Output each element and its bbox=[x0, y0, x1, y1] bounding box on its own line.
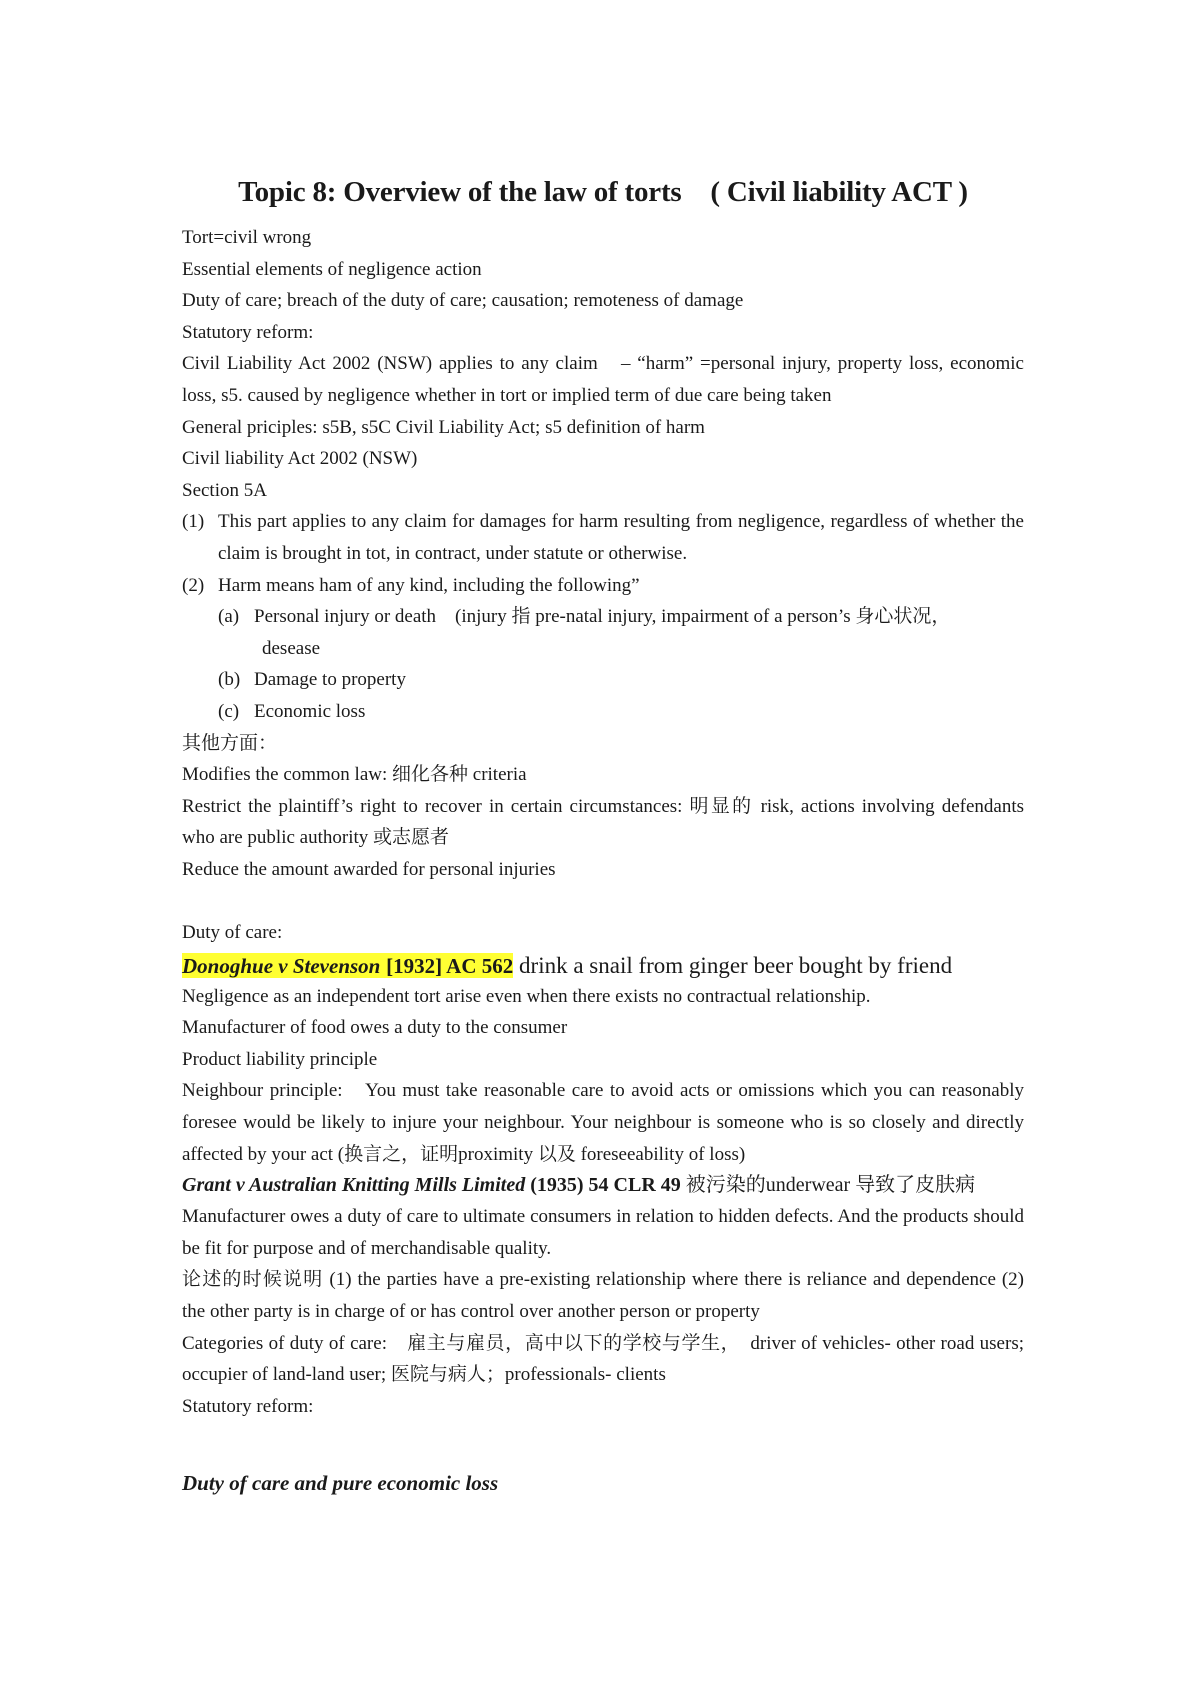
donoghue-point: Product liability principle bbox=[182, 1048, 378, 1070]
list-item bbox=[182, 506, 1024, 569]
pure-economic-loss-heading: Duty of care and pure economic loss bbox=[182, 1470, 499, 1495]
neighbour-principle-paragraph: Neighbour principle: You must take reasonable care to avoid acts or omissions which you can reasonably foresee would be likely to injure your neighbour. Your neighbour is someone who is so closely and directly affected by your act (换言之，证明proximity 以及 foreseeability of loss) bbox=[182, 1080, 1024, 1165]
sub-list-continuation: desease bbox=[262, 637, 321, 659]
sub-list-number: (a) bbox=[218, 606, 240, 628]
list-number: (1) bbox=[182, 511, 205, 533]
intro-line-4: Statutory reform: bbox=[182, 321, 314, 343]
case-name: Donoghue v Stevenson bbox=[182, 953, 381, 978]
grant-paragraph: Manufacturer owes a duty of care to ultimate consumers in relation to hidden defects. And the products should be fit for purpose and of merchandisable quality. bbox=[182, 1206, 1024, 1259]
list-item bbox=[182, 570, 1024, 602]
intro-line-1: Tort=civil wrong bbox=[182, 227, 312, 248]
case-citation: [1932] AC 562 bbox=[386, 953, 514, 978]
case-description-en: underwear bbox=[765, 1174, 851, 1197]
sub-list-number: (c) bbox=[218, 700, 240, 722]
duty-of-care-heading: Duty of care: bbox=[182, 922, 283, 944]
list-text: Harm means ham of any kind, including the following” bbox=[218, 574, 640, 596]
sub-list-number: (b) bbox=[218, 669, 241, 691]
reduce-line: Reduce the amount awarded for personal injuries bbox=[182, 858, 556, 880]
blank-line bbox=[182, 885, 1024, 917]
sub-list-item bbox=[218, 664, 1024, 696]
argue-paragraph: 论述的时候说明 (1) the parties have a pre-existing relationship where there is reliance and dependence (2) the other party is in charge of or has control over another person or property bbox=[182, 1269, 1024, 1322]
categories-paragraph: Categories of duty of care: 雇主与雇员，高中以下的学校与学生， driver of vehicles- other road users; occupier of land-land user; 医院与病人；professionals- clients bbox=[182, 1332, 1024, 1386]
case-description: drink a snail from ginger beer bought by friend bbox=[513, 952, 953, 978]
case-name: Grant v Australian Knitting Mills Limited bbox=[182, 1174, 526, 1197]
restrict-paragraph: Restrict the plaintiff’s right to recover in certain circumstances: 明显的 risk, actions involving defendants who are public authority 或志愿者 bbox=[182, 795, 1024, 849]
donoghue-point: Manufacturer of food owes a duty to the consumer bbox=[182, 1017, 568, 1039]
blank-line bbox=[182, 1422, 1024, 1454]
sub-list-text: Personal injury or death (injury 指 pre-natal injury, impairment of a person’s 身心状况， bbox=[254, 606, 951, 628]
sub-list-item bbox=[218, 601, 1024, 633]
sub-list-item bbox=[218, 696, 1024, 728]
section-line: Section 5A bbox=[182, 479, 267, 501]
civil-act-title-line: Civil liability Act 2002 (NSW) bbox=[182, 448, 418, 470]
other-aspects-heading: 其他方面： bbox=[182, 732, 278, 754]
intro-line-2: Essential elements of negligence action bbox=[182, 258, 482, 280]
case-citation: (1935) 54 CLR 49 bbox=[525, 1174, 686, 1197]
civil-act-paragraph: Civil Liability Act 2002 (NSW) applies to any claim – “harm” =personal injury, property loss, economic loss, s5. caused by negligence whether in tort or implied term of due care being taken bbox=[182, 353, 1024, 406]
intro-line-3: Duty of care; breach of the duty of care; causation; remoteness of damage bbox=[182, 290, 744, 312]
sub-list-text: Damage to property bbox=[254, 669, 406, 691]
case-highlight bbox=[182, 953, 513, 978]
statutory-reform-line: Statutory reform: bbox=[182, 1395, 314, 1417]
list-number: (2) bbox=[182, 574, 205, 596]
grant-case-line bbox=[182, 1170, 1024, 1201]
donoghue-case-line bbox=[182, 951, 1024, 981]
page-title: Topic 8: Overview of the law of torts ( Civil liability ACT ) bbox=[238, 176, 968, 208]
document-page bbox=[182, 172, 1024, 1500]
modifies-line: Modifies the common law: 细化各种 criteria bbox=[182, 764, 527, 786]
sub-list-text: Economic loss bbox=[254, 700, 366, 722]
donoghue-point: Negligence as an independent tort arise even when there exists no contractual relationship. bbox=[182, 985, 871, 1007]
case-description-cn-2: 导致了皮肤病 bbox=[850, 1174, 976, 1197]
list-text: This part applies to any claim for damages for harm resulting from negligence, regardless of whether the claim is brought in tot, in contract, under statute or otherwise. bbox=[218, 511, 1024, 564]
general-principles-line: General priciples: s5B, s5C Civil Liability Act; s5 definition of harm bbox=[182, 416, 705, 438]
case-description-cn: 被污染的 bbox=[685, 1174, 766, 1197]
